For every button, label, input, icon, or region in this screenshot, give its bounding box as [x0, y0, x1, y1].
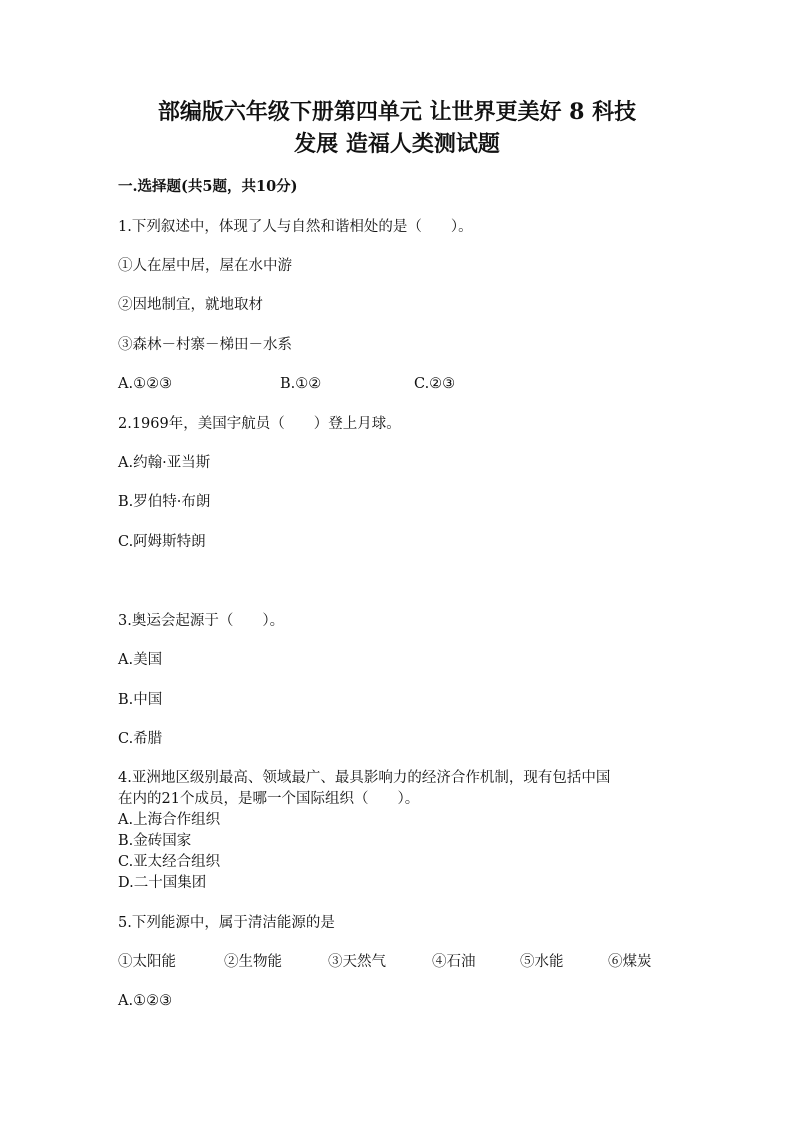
q4-option-a: A.上海合作组织: [118, 812, 221, 828]
q3-option-a: A.美国: [118, 652, 163, 668]
q1-option-a: A.①②③: [118, 376, 173, 392]
q2-option-c: C.阿姆斯特朗: [118, 534, 206, 550]
q1-option-c: C.②③: [414, 376, 456, 392]
q3-option-b: B.中国: [118, 692, 163, 708]
page-title: [100, 96, 694, 160]
q1-item-1: ①人在屋中居，屋在水中游: [118, 258, 292, 274]
q5-item-2: ②生物能: [224, 954, 282, 970]
q2-stem: 2.1969年，美国宇航员（ ）登上月球。: [118, 416, 401, 432]
q5-item-1: ①太阳能: [118, 954, 176, 970]
q5-item-4: ④石油: [432, 954, 476, 970]
q5-stem: 5.下列能源中，属于清洁能源的是: [118, 915, 335, 931]
q1-item-2: ②因地制宜，就地取材: [118, 297, 263, 313]
q1-stem: 1.下列叙述中，体现了人与自然和谐相处的是（ ）。: [118, 219, 473, 235]
q2-option-a: A.约翰·亚当斯: [118, 455, 211, 471]
q5-item-3: ③天然气: [328, 954, 386, 970]
q3-option-c: C.希腊: [118, 731, 163, 747]
section-heading: 一.选择题(共5题，共10分): [118, 178, 298, 195]
title-line-1: 部编版六年级下册第四单元 让世界更美好 8 科技: [157, 99, 637, 125]
q1-option-b: B.①②: [280, 376, 322, 392]
q4-option-c: C.亚太经合组织: [118, 854, 221, 870]
q5-item-5: ⑤水能: [520, 954, 564, 970]
q4-stem-line-1: 4.亚洲地区级别最高、领域最广、最具影响力的经济合作机制，现有包括中国: [118, 770, 611, 786]
title-line-2: 发展 造福人类测试题: [294, 131, 500, 157]
q2-option-b: B.罗伯特·布朗: [118, 494, 211, 510]
q4-option-d: D.二十国集团: [118, 875, 207, 891]
q5-option-a: A.①②③: [118, 993, 173, 1009]
q1-item-3: ③森林－村寨－梯田－水系: [118, 337, 292, 353]
q3-stem: 3.奥运会起源于（ ）。: [118, 613, 285, 629]
q4-block: [118, 768, 610, 894]
q5-item-6: ⑥煤炭: [608, 954, 652, 970]
q4-option-b: B.金砖国家: [118, 833, 192, 849]
q4-stem-line-2: 在内的21个成员，是哪一个国际组织（ ）。: [118, 791, 420, 807]
